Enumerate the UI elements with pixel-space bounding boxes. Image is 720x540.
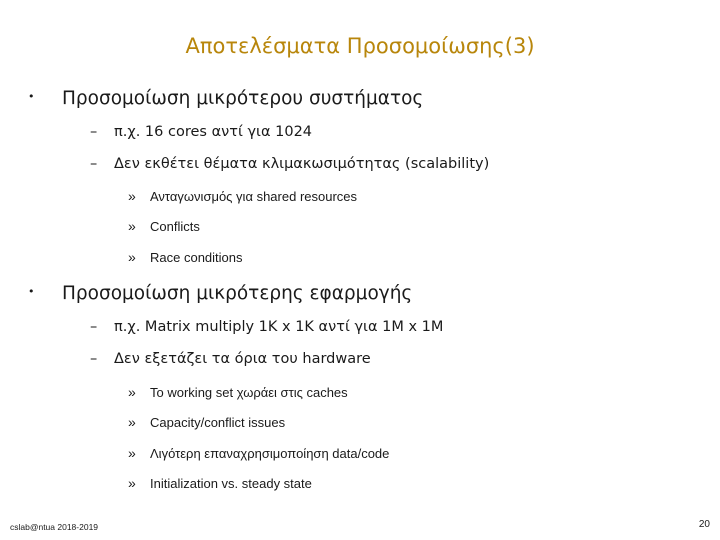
bullet-level1 bbox=[28, 283, 412, 304]
bullet-text: Προσομοίωση μικρότερου συστήματος bbox=[62, 88, 424, 109]
page-number: 20 bbox=[698, 519, 710, 530]
bullet-dot-icon: • bbox=[28, 90, 35, 103]
bullet-level3 bbox=[128, 384, 348, 400]
bullet-text: Λιγότερη επαναχρησιμοποίηση data/code bbox=[150, 446, 390, 461]
bullet-level2 bbox=[90, 319, 443, 335]
dash-icon: – bbox=[90, 124, 98, 140]
double-chevron-icon: » bbox=[128, 384, 136, 400]
bullet-level3 bbox=[128, 188, 357, 204]
bullet-text: π.χ. 16 cores αντί για 1024 bbox=[114, 124, 313, 140]
bullet-text: Προσομοίωση μικρότερης εφαρμογής bbox=[62, 283, 413, 304]
bullet-level2 bbox=[90, 124, 312, 140]
bullet-text: Conflicts bbox=[150, 219, 200, 234]
bullet-level2 bbox=[90, 156, 489, 172]
bullet-text: π.χ. Matrix multiply 1K x 1K αντί για 1M x 1M bbox=[114, 319, 444, 335]
dash-icon: – bbox=[90, 319, 98, 335]
bullet-text: Capacity/conflict issues bbox=[150, 415, 286, 430]
double-chevron-icon: » bbox=[128, 218, 136, 234]
footer-credit: cslab@ntua 2018-2019 bbox=[10, 522, 99, 532]
bullet-level3 bbox=[128, 475, 312, 491]
bullet-text: Ανταγωνισμός για shared resources bbox=[150, 189, 358, 204]
double-chevron-icon: » bbox=[128, 414, 136, 430]
bullet-level1 bbox=[28, 88, 423, 109]
slide-title: Αποτελέσματα Προσομοίωσης(3) bbox=[185, 34, 535, 58]
bullet-dot-icon: • bbox=[28, 285, 35, 298]
bullet-level3 bbox=[128, 445, 389, 461]
bullet-text: Το working set χωράει στις caches bbox=[150, 385, 348, 400]
double-chevron-icon: » bbox=[128, 249, 136, 265]
double-chevron-icon: » bbox=[128, 445, 136, 461]
bullet-text: Race conditions bbox=[150, 250, 243, 265]
double-chevron-icon: » bbox=[128, 188, 136, 204]
bullet-text: Δεν εκθέτει θέματα κλιμακωσιμότητας (scalability) bbox=[114, 156, 490, 172]
bullet-level2 bbox=[90, 351, 371, 367]
bullet-level3 bbox=[128, 218, 200, 234]
double-chevron-icon: » bbox=[128, 475, 136, 491]
dash-icon: – bbox=[90, 351, 98, 367]
bullet-text: Initialization vs. steady state bbox=[150, 476, 312, 491]
dash-icon: – bbox=[90, 156, 98, 172]
bullet-level3 bbox=[128, 414, 285, 430]
bullet-level3 bbox=[128, 249, 243, 265]
bullet-text: Δεν εξετάζει τα όρια του hardware bbox=[114, 351, 371, 367]
